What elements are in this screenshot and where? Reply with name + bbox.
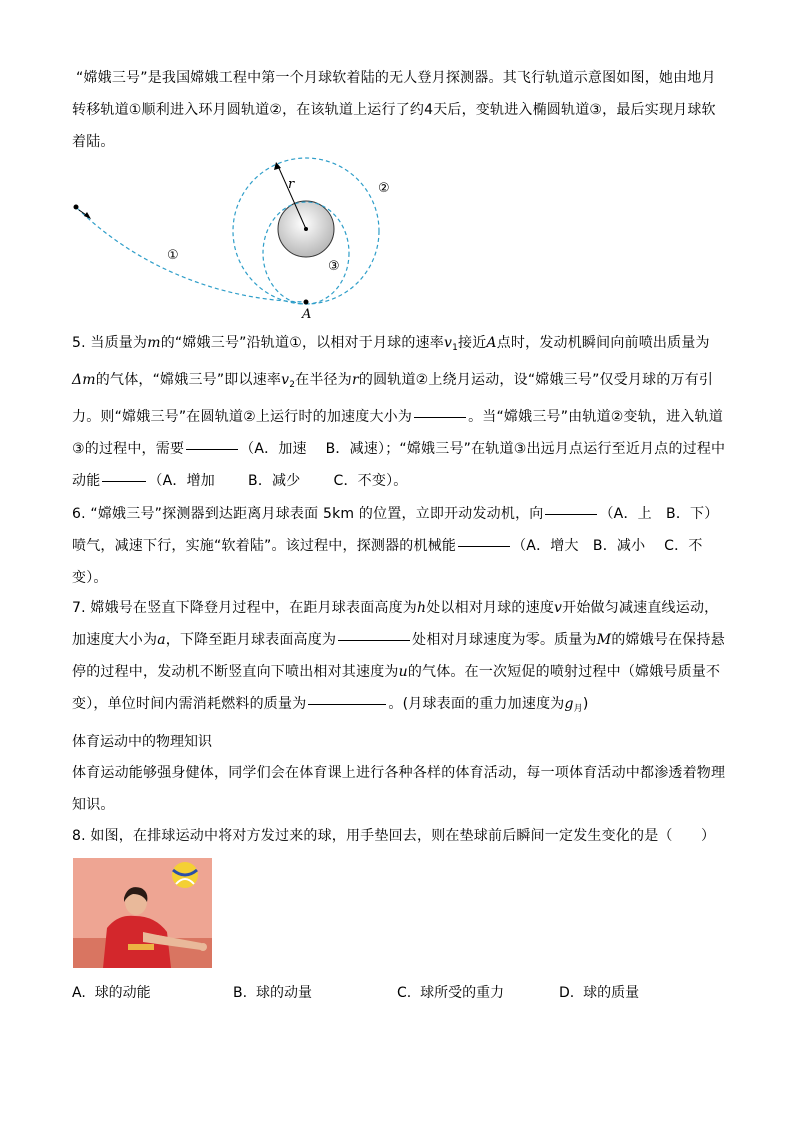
question-6: 6. “嫦娥三号”探测器到达距离月球表面 5km 的位置，立即开动发动机，向 （A．上 B．下）喷气，减速下行，实施“软着陆”。该过程中，探测器的机械能 （A．增大 B．减小 C．不变）。 (72, 506, 719, 586)
intro-paragraph (72, 62, 726, 158)
label-point-a: A (302, 307, 312, 322)
volleyball-player-illustration (73, 858, 212, 968)
question-7: 7. 嫦娥号在竖直下降登月过程中，在距月球表面高度为h处以相对月球的速度v开始做匀减速直线运动，加速度大小为a，下降至距月球表面高度为 处相对月球速度为零。质量为M的嫦娥号在保持悬停的过程中，发动机不断竖直向下喷出相对其速度为u的气体。在一次短促的喷射过程中（嫦娥号质量不变），单位时间内需消耗燃料的质量为 。(月球表面的重力加速度为$g_月$) (72, 600, 725, 714)
option-c[interactable]: C. 球所受的重力 (397, 985, 505, 1001)
question-8: 8. 如图，在排球运动中将对方发过来的球，用手垫回去，则在垫球前后瞬间一定发生变化的是（ ） (72, 828, 716, 844)
answer-blank-q7-1[interactable] (338, 639, 410, 641)
answer-blank-q6-1[interactable] (545, 513, 597, 515)
label-orbit-1: ① (167, 248, 179, 263)
intro-text: “嫦娥三号”是我国嫦娥工程中第一个月球软着陆的无人登月探测器。其飞行轨道示意图如图，她由地月转移轨道①顺利进入环月圆轨道②，在该轨道上运行了约4天后，变轨进入椭圆轨道③，最后实现月球软着陆。 (72, 70, 716, 150)
orbit-1 (77, 208, 306, 302)
option-d[interactable]: D. 球的质量 (559, 985, 640, 1001)
option-b[interactable]: B. 球的动量 (233, 985, 312, 1001)
answer-blank-q7-2[interactable] (308, 703, 386, 705)
section-heading: 体育运动中的物理知识 (72, 734, 212, 750)
answer-blank-q5-3[interactable] (102, 480, 146, 482)
answer-blank-q5-1[interactable] (414, 416, 466, 418)
orbit-diagram (60, 150, 390, 322)
answer-blank-q6-2[interactable] (458, 545, 510, 547)
section-intro: 体育运动能够强身健体，同学们会在体育课上进行各种各样的体育活动，每一项体育活动中都渗透着物理知识。 (72, 765, 726, 813)
label-r: r (288, 177, 295, 192)
point-a (304, 300, 309, 305)
label-orbit-2: ② (378, 181, 390, 196)
answer-blank-q5-2[interactable] (186, 448, 238, 450)
option-a[interactable]: A. 球的动能 (72, 985, 151, 1001)
volleyball-photo (73, 858, 212, 968)
start-point (74, 205, 79, 210)
question-5: 5. 当质量为m的“嫦娥三号”沿轨道①，以相对于月球的速率$v_1$接近A点时，发动机瞬间向前喷出质量为Δm的气体，“嫦娥三号”即以速率$v_2$在半径为r的圆轨道②上绕月运动，设“嫦娥三号”仅受月球的万有引力。则“嫦娥三号”在圆轨道②上运行时的加速度大小为 。当“嫦娥三号”由轨道②变轨，进入轨道③的过程中，需要 （A．加速 B．减速）；“嫦娥三号”在轨道③出远月点运行至近月点的过程中动能 （A．增加 B．减少 C．不变）。 (72, 335, 726, 489)
answer-options (72, 982, 726, 1006)
label-orbit-3: ③ (328, 259, 340, 274)
